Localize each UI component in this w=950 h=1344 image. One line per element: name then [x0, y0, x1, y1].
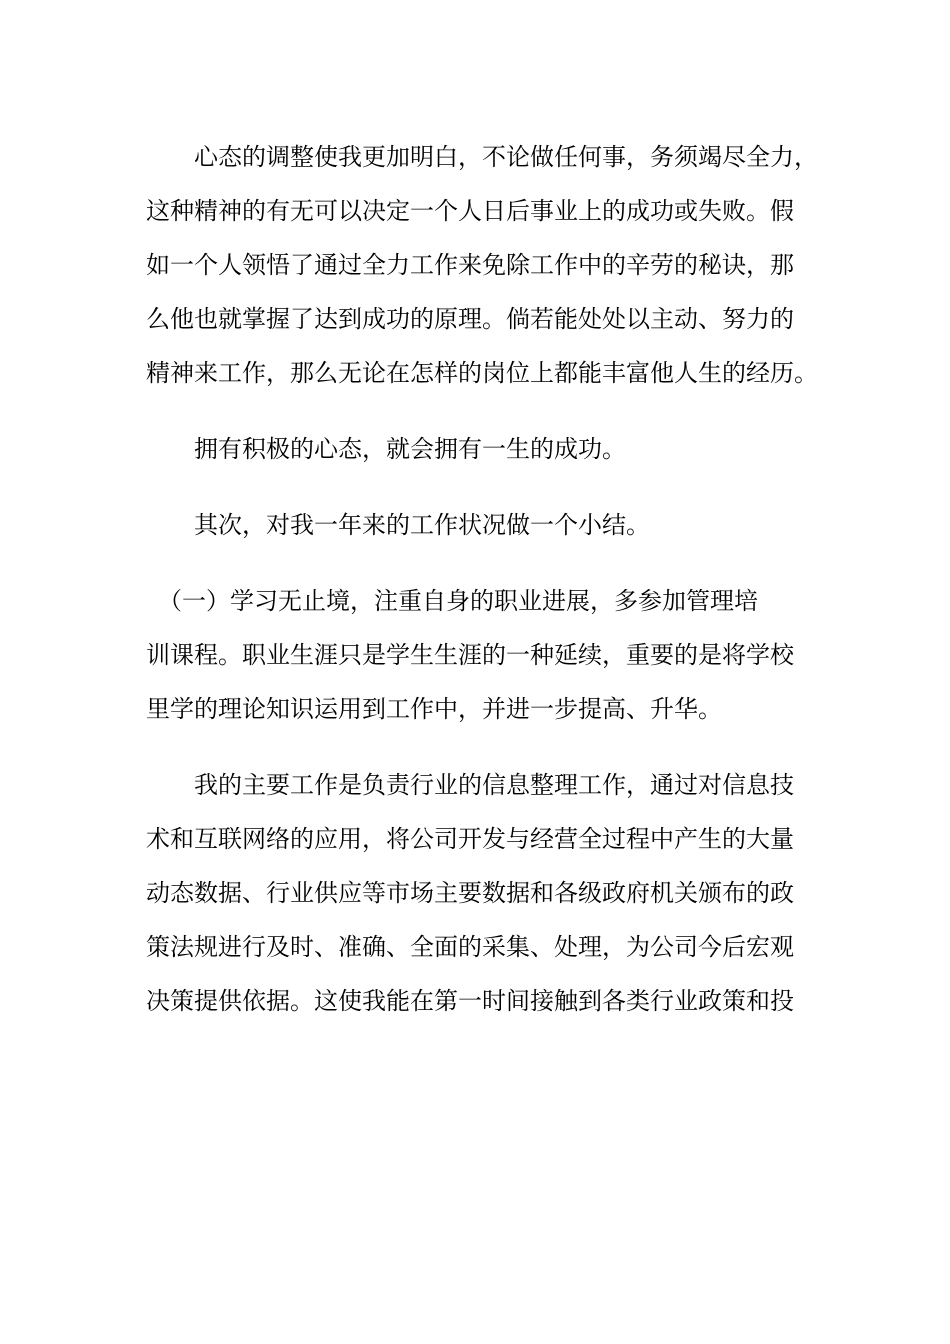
text-line: 动态数据、行业供应等市场主要数据和各级政府机关颁布的政: [146, 879, 794, 907]
paragraph-gap: [146, 736, 810, 758]
text-line: 如一个人领悟了通过全力工作来免除工作中的辛劳的秘诀，那: [146, 251, 794, 279]
text-line: 决策提供依据。这使我能在第一时间接触到各类行业政策和投: [146, 987, 794, 1015]
document-page: [146, 130, 818, 1028]
text-line: 精神来工作，那么无论在怎样的岗位上都能丰富他人生的经历。: [146, 359, 818, 387]
paragraph-gap: [146, 552, 810, 574]
paragraph-summary-intro: [146, 498, 810, 552]
paragraph-section-one: [146, 574, 810, 736]
text-line: 其次，对我一年来的工作状况做一个小结。: [146, 511, 650, 539]
text-line: 里学的理论知识运用到工作中，并进一步提高、升华。: [146, 695, 722, 723]
paragraph-gap: [146, 400, 810, 422]
paragraph-mindset: [146, 130, 818, 400]
text-line: （一）学习无止境，注重自身的职业进展，多参加管理培: [146, 587, 758, 615]
paragraph-main-work: [146, 758, 810, 1028]
text-line: 我的主要工作是负责行业的信息整理工作，通过对信息技: [146, 771, 794, 799]
text-line: 拥有积极的心态，就会拥有一生的成功。: [146, 435, 626, 463]
text-line: 术和互联网络的应用，将公司开发与经营全过程中产生的大量: [146, 825, 794, 853]
text-line: 训课程。职业生涯只是学生生涯的一种延续，重要的是将学校: [146, 641, 794, 669]
text-line: 么他也就掌握了达到成功的原理。倘若能处处以主动、努力的: [146, 305, 794, 333]
text-line: 这种精神的有无可以决定一个人日后事业上的成功或失败。假: [146, 197, 794, 225]
text-line: 策法规进行及时、准确、全面的采集、处理，为公司今后宏观: [146, 933, 794, 961]
text-line: 心态的调整使我更加明白，不论做任何事，务须竭尽全力，: [146, 143, 818, 171]
paragraph-gap: [146, 476, 810, 498]
paragraph-positive-attitude: [146, 422, 810, 476]
